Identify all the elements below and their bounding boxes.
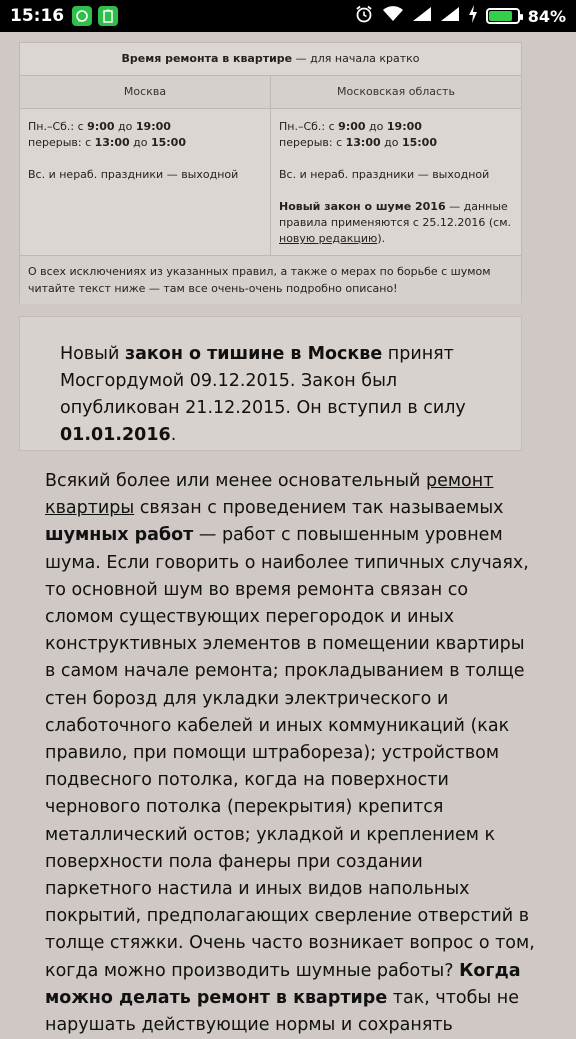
signal-icon [440, 6, 460, 26]
table-header [20, 76, 521, 109]
wifi-icon [382, 5, 404, 27]
table-title [20, 43, 521, 76]
repair-time-table [19, 42, 522, 303]
table-title-rest: — для начала кратко [292, 52, 420, 65]
table-body [20, 109, 521, 256]
column-header-region: Московская область [270, 76, 521, 108]
column-header-moscow: Москва [123, 85, 167, 98]
status-bar [0, 0, 576, 32]
moscow-cell [20, 109, 270, 255]
charging-icon [468, 5, 478, 27]
battery-percent: 84% [527, 6, 566, 26]
alarm-icon [354, 4, 374, 28]
law-2016-note: Новый закон о шуме 2016 — данные правила применяются с 25.12.2016 (см. новую редакцию). [279, 200, 511, 245]
law-effective-date: 01.01.2016 [60, 425, 171, 445]
working-hours: Пн.–Сб.: с 9:00 до 19:00 перерыв: с 13:00 до 15:00 [279, 120, 437, 149]
law-name: закон о тишине в Москве [124, 344, 383, 364]
new-edition-link[interactable]: новую редакцию [279, 232, 378, 245]
article-paragraph: Всякий более или менее основательный ремонт квартиры связан с проведением так называемых шумных работ — работ с повышенным уровнем шума. Если говорить о наиболее типичных случаях, то основной шум во время ремонта связан со сломом существующих перегородок и иных конструктивных элементов в помещении квартиры в самом начале ремонта; прокладыванием в толще стен борозд для укладки электрического и слаботочного кабелей и иных коммуникаций (как правило, при помощи штрабореза); устройством подвесного потолка, когда на поверхности чернового потолка (перекрытия) крепится металлический остов; укладкой и креплением к поверхности пола фанеры при создании паркетного настила и иных видов напольных покрытий, предполагающих сверление отверстий в толще стяжки. Очень часто возникает вопрос о том, когда можно производить шумные работы? Когда можно делать ремонт в квартире так, чтобы не нарушать действующие нормы и сохранять [45, 471, 535, 1036]
status-time: 15:16 [10, 6, 65, 26]
status-icons [354, 4, 566, 28]
region-cell [270, 109, 521, 255]
signal-icon [412, 6, 432, 26]
repair-apartment-link[interactable]: ремонт квартиры [45, 471, 494, 519]
whatsapp-icon [72, 6, 92, 26]
table-title-bold: Время ремонта в квартире [121, 52, 293, 65]
weekend-note: Вс. и нераб. праздники — выходной [28, 168, 239, 181]
table-footer: О всех исключениях из указанных правил, а также о мерах по борьбе с шумом читайте текст ниже — там все очень-очень подробно описано! [20, 256, 521, 304]
noisy-works-term: шумных работ [45, 525, 194, 546]
question-heading: Когда можно делать ремонт в квартире [45, 960, 521, 1008]
weekend-note: Вс. и нераб. праздники — выходной [279, 168, 490, 181]
battery-app-icon [98, 6, 118, 26]
battery-icon [486, 8, 520, 24]
law-notice-box: Новый закон о тишине в Москве принят Мосгордумой 09.12.2015. Закон был опубликован 21.12.2015. Он вступил в силу 01.01.2016. [19, 316, 522, 451]
working-hours: Пн.–Сб.: с 9:00 до 19:00 перерыв: с 13:00 до 15:00 [28, 120, 186, 149]
